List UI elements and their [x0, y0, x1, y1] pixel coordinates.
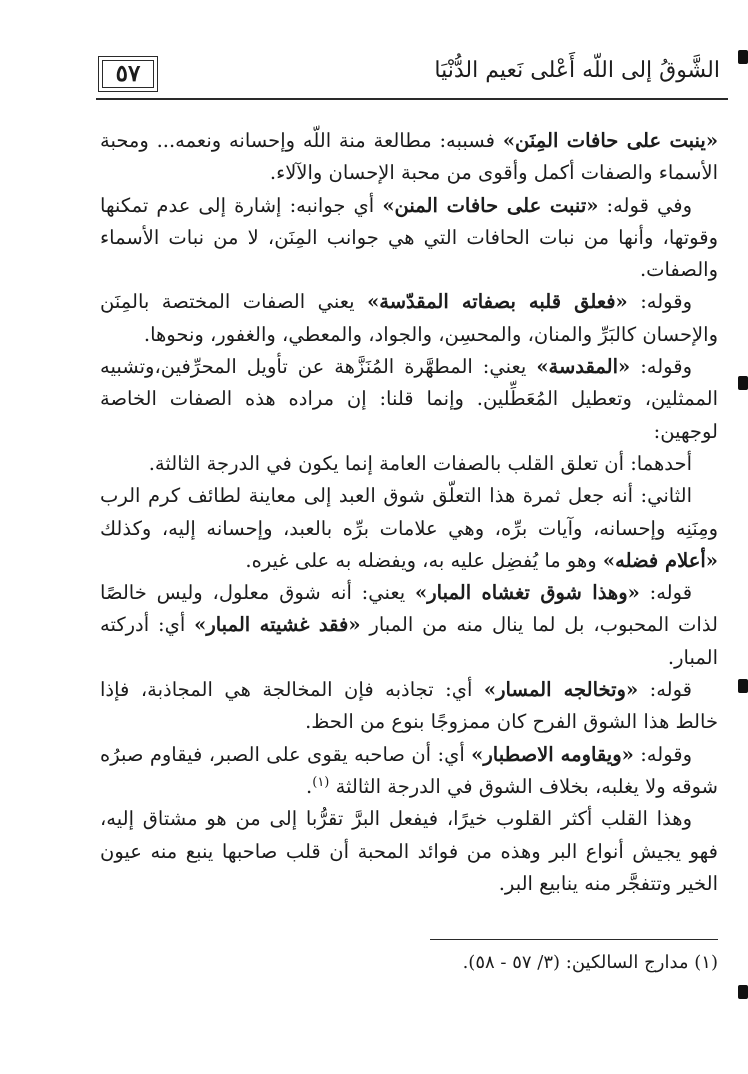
quoted-phrase: «تنبت على حافات المنن» [382, 193, 599, 217]
margin-mark [738, 50, 748, 64]
paragraph [100, 351, 718, 448]
paragraph [100, 674, 718, 739]
paragraph [100, 190, 718, 287]
quoted-phrase: «ينبت على حافات المِنَن» [502, 129, 719, 152]
paragraph [100, 803, 718, 900]
margin-mark [738, 985, 748, 999]
paragraph [100, 480, 718, 577]
footnote [463, 952, 718, 973]
margin-mark [738, 376, 748, 390]
header-rule [96, 98, 728, 100]
text-segment: فسببه: مطالعة منة اللّه وإحسانه ونعمه... ومحبة الأسماء والصفات أكمل وأقوى من محبة الإحسان والآلاء. [100, 129, 718, 185]
quoted-phrase: «وهذا شوق تغشاه المبار» [415, 581, 640, 605]
running-title: الشَّوقُ إلى اللّه أَعْلى نَعيم الدُّنْيَا [434, 58, 720, 83]
text-segment: وفي قوله: [598, 193, 692, 217]
text-segment: أي: أن صاحبه يقوى على الصبر، فيقاوم صبرُه شوقه ولا يغلبه، بخلاف الشوق في الدرجة الثالثة [100, 742, 718, 798]
text-segment: . [306, 774, 313, 798]
text-segment: يعني الصفات المختصة بالمِنَن والإحسان كالبَرِّ والمنان، والمحسِن، والجواد، والمعطي، والغفور، ونحوها. [100, 290, 718, 346]
quoted-phrase: «فعلق قلبه بصفاته المقدّسة» [367, 290, 628, 314]
paragraph [100, 739, 718, 804]
quoted-phrase: «فقد غشيته المبار» [194, 613, 361, 637]
text-segment: وقوله: [633, 742, 693, 766]
page-header [96, 50, 728, 96]
text-segment: أي: أدركته المبار. [100, 613, 718, 669]
quoted-phrase: «المقدسة» [536, 355, 631, 379]
quoted-phrase: «وتخالجه المسار» [483, 678, 639, 702]
text-segment: وقوله: [627, 290, 692, 314]
paragraph [100, 448, 718, 480]
text-segment: قوله: [638, 678, 693, 702]
footnote-text: مدارج السالكين: (٣/ ٥٧ - ٥٨). [462, 952, 695, 973]
text-segment: أي جوانبه: إشارة إلى عدم تمكنها وقوتها، وأنها من نبات الحافات التي هي جوانب المِنَن، لا من نبات الأسماء والصفات. [100, 193, 718, 282]
text-segment: قوله: [639, 581, 693, 605]
footnote-separator [430, 939, 718, 940]
page-number: ٥٧ [115, 60, 141, 87]
paragraph [100, 286, 718, 351]
text-segment: يعني: أنه شوق معلول، وليس خالصًا لذات المحبوب، بل لما ينال منه من المبار [100, 581, 718, 637]
text-segment: الثاني: أنه جعل ثمرة هذا التعلّق شوق العبد إلى معاينة لطائف كرم الرب ومِنَنِه وإحسانه، وآيات برِّه، وهي علامات برِّه بالعبد، وإحسانه إليه، وكذلك [100, 484, 718, 540]
text-segment: وهذا القلب أكثر القلوب خيرًا، فيفعل البرَّ تقرُّبا إلى من هو مشتاق إليه، فهو يجيش أنواع البر وهذه من فوائد المحبة أن قلب صاحبها ينبع منه عيون الخير وتتفجَّر منه ينابيع البر. [100, 807, 718, 895]
text-segment: يعني: المطهَّرة المُنَزَّهة عن تأويل المحرِّفين،وتشبيه الممثلين، وتعطيل المُعَطِّلين. وإنما قلنا: إن مراده هذه الصفات الخاصة لوجهين: [100, 355, 718, 443]
body-text [100, 125, 718, 900]
page-number-frame [98, 56, 158, 92]
footnote-ref: (١) [312, 774, 330, 790]
margin-mark [738, 679, 748, 693]
paragraph [100, 577, 718, 674]
paragraph [100, 125, 718, 190]
text-segment: أي: تجاذبه فإن المخالجة هي المجاذبة، فإذا خالط هذا الشوق الفرح كان ممزوجًا بنوع من الحظ. [100, 678, 718, 734]
text-segment: وهو ما يُفضِل عليه به، ويفضله به على غيره. [245, 548, 603, 572]
footnote-marker: (١) [694, 952, 718, 973]
quoted-phrase: «ويقاومه الاصطبار» [471, 742, 634, 766]
quoted-phrase: «أعلام فضله» [602, 548, 718, 572]
text-segment: وقوله: [630, 355, 692, 379]
text-segment: أحدهما: أن تعلق القلب بالصفات العامة إنما يكون في الدرجة الثالثة. [148, 451, 692, 475]
